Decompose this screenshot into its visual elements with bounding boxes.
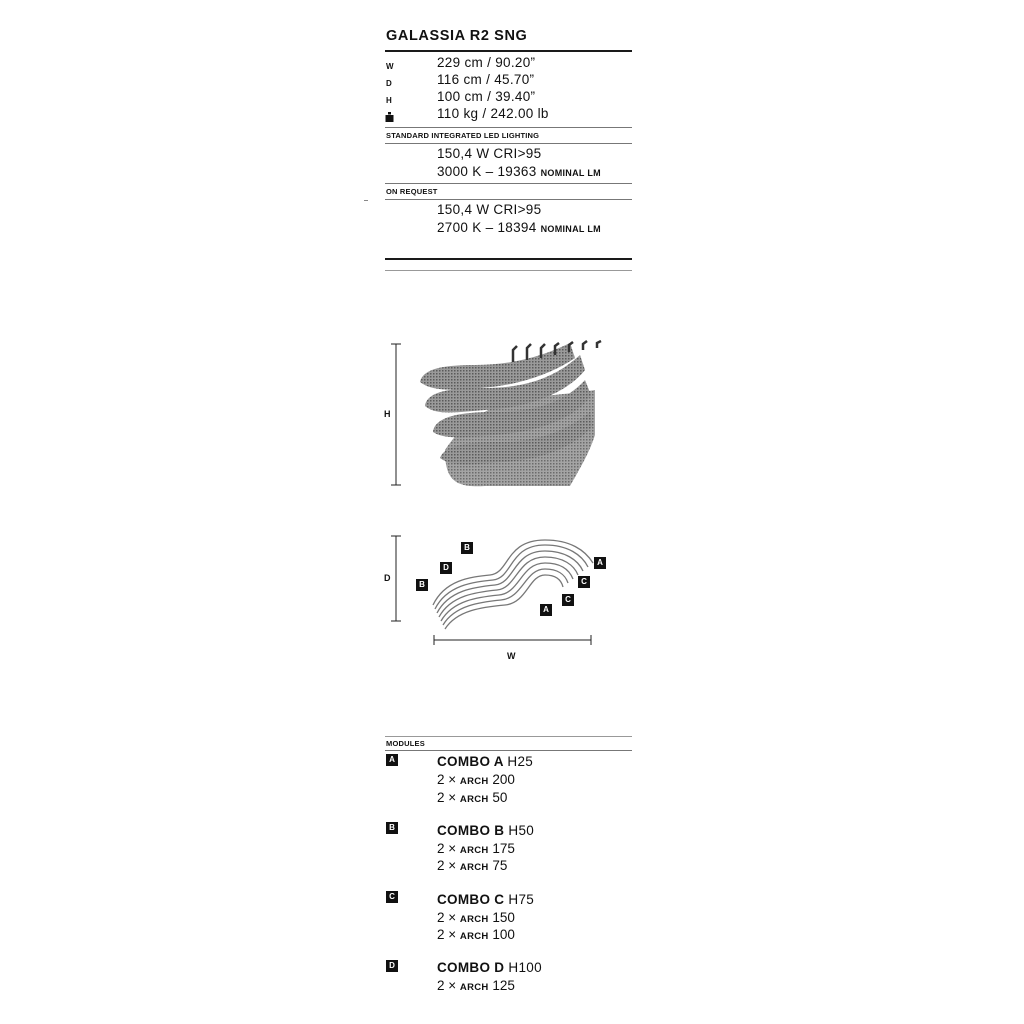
arch-qty: 2 ×: [437, 978, 457, 993]
request-rule: [385, 199, 632, 200]
module-d-name: COMBO D: [437, 960, 505, 975]
arch-qty: 2 ×: [437, 772, 457, 787]
arch-size: 125: [492, 978, 515, 993]
module-d-title: [437, 960, 542, 975]
plan-d-label: D: [384, 573, 391, 583]
arch-size: 75: [492, 858, 508, 873]
module-a-badge: A: [386, 754, 398, 766]
arch-size: 200: [492, 772, 515, 787]
module-a-name: COMBO A: [437, 754, 504, 769]
product-title: GALASSIA R2 SNG: [386, 28, 528, 44]
arch-word: ARCH: [459, 914, 489, 925]
plan-view-drawing: [385, 535, 615, 650]
spec-label-w: W: [386, 62, 394, 71]
arch-word: ARCH: [459, 845, 489, 856]
front-view-drawing: [385, 340, 615, 490]
module-b-badge: B: [386, 822, 398, 834]
arch-qty: 2 ×: [437, 858, 457, 873]
standard-rule: [385, 143, 632, 144]
arch-word: ARCH: [459, 776, 489, 787]
arch-word: ARCH: [459, 862, 489, 873]
arch-size: 175: [492, 841, 515, 856]
arch-word: ARCH: [459, 794, 489, 805]
module-b-title: [437, 823, 534, 838]
module-b-arch-1: [437, 841, 515, 856]
standard-power: 150,4 W CRI>95: [437, 146, 542, 161]
title-rule: [385, 50, 632, 52]
module-d-badge: D: [386, 960, 398, 972]
end-rule-thin: [385, 270, 632, 271]
module-c-title: [437, 892, 534, 907]
plan-marker-a-bottom: A: [540, 604, 552, 616]
module-b-name: COMBO B: [437, 823, 505, 838]
plan-marker-b-left: B: [416, 579, 428, 591]
standard-heading: STANDARD INTEGRATED LED LIGHTING: [386, 131, 540, 140]
request-heading: ON REQUEST: [386, 187, 438, 196]
module-c-arch-2: [437, 927, 515, 942]
arch-word: ARCH: [459, 982, 489, 993]
plan-marker-b-top: B: [461, 542, 473, 554]
spec-rule: [385, 127, 632, 128]
request-power: 150,4 W CRI>95: [437, 202, 542, 217]
request-lumens-unit: NOMINAL LM: [540, 224, 601, 234]
modules-rule-top: [385, 736, 632, 737]
module-b-arch-2: [437, 858, 507, 873]
modules-rule: [385, 750, 632, 751]
arch-qty: 2 ×: [437, 910, 457, 925]
tick-mark: [364, 200, 368, 201]
request-lumens-main: 2700 K – 18394: [437, 220, 537, 235]
spec-value-weight: 110 kg / 242.00 lb: [437, 106, 549, 121]
module-a-arch-1: [437, 772, 515, 787]
spec-label-h: H: [386, 96, 392, 105]
arch-size: 150: [492, 910, 515, 925]
arch-qty: 2 ×: [437, 927, 457, 942]
module-d-height: H100: [508, 960, 542, 975]
weight-icon: [385, 112, 394, 122]
end-rule-thick: [385, 258, 632, 260]
module-b-height: H50: [508, 823, 535, 838]
module-a-title: [437, 754, 533, 769]
plan-marker-c-right: C: [578, 576, 590, 588]
module-a-arch-2: [437, 790, 507, 805]
arch-qty: 2 ×: [437, 841, 457, 856]
module-a-height: H25: [507, 754, 534, 769]
plan-marker-c-mid: C: [562, 594, 574, 606]
module-c-name: COMBO C: [437, 892, 505, 907]
module-c-height: H75: [508, 892, 535, 907]
front-h-label: H: [384, 409, 391, 419]
spec-value-d: 116 cm / 45.70”: [437, 72, 535, 87]
arch-word: ARCH: [459, 931, 489, 942]
request-rule-top: [385, 183, 632, 184]
arch-qty: 2 ×: [437, 790, 457, 805]
plan-w-label: W: [507, 651, 516, 661]
spec-value-h: 100 cm / 39.40”: [437, 89, 536, 104]
arch-size: 50: [492, 790, 508, 805]
module-c-arch-1: [437, 910, 515, 925]
module-c-badge: C: [386, 891, 398, 903]
standard-lumens: [437, 164, 601, 179]
standard-lumens-main: 3000 K – 19363: [437, 164, 537, 179]
spec-label-d: D: [386, 79, 392, 88]
spec-value-w: 229 cm / 90.20”: [437, 55, 536, 70]
plan-marker-d: D: [440, 562, 452, 574]
modules-heading: MODULES: [386, 739, 425, 748]
request-lumens: [437, 220, 601, 235]
standard-lumens-unit: NOMINAL LM: [540, 168, 601, 178]
plan-marker-a-right: A: [594, 557, 606, 569]
arch-size: 100: [492, 927, 515, 942]
module-d-arch-1: [437, 978, 515, 993]
